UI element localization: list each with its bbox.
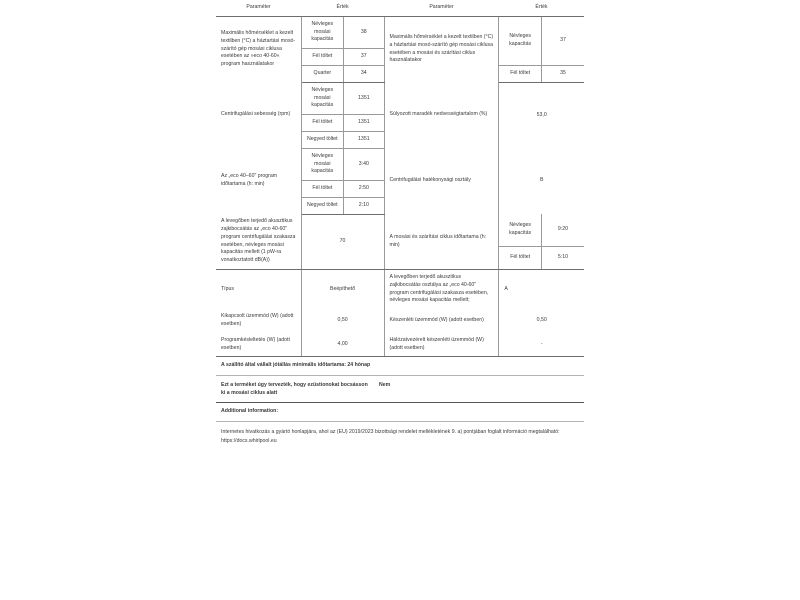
row2-left-sub-2: Negyed töltet: [301, 197, 344, 214]
row0-right-sub-1: Fél töltet: [499, 65, 542, 82]
row0-left-value-0: 38: [344, 16, 384, 48]
row2-left-value-2: 2:10: [344, 197, 384, 214]
row2-right-parameter: Centrifugálási hatékonysági osztály: [384, 148, 499, 214]
row1-right-parameter: Súlyozott maradék nedvességtartalom (%): [384, 82, 499, 148]
row3-left-value: 70: [301, 214, 384, 269]
table-row: [216, 309, 584, 333]
table-row: [216, 270, 584, 310]
row0-left-sub-1: Fél töltet: [301, 49, 344, 66]
row0-left-value-2: 34: [344, 65, 384, 82]
row6-left-value: 4,00: [301, 333, 384, 357]
silver-ion-label: Ezt a terméket úgy tervezték, hogy ezüstionokat bocsásson ki a mosási ciklus alatt: [221, 382, 368, 397]
row2-left-sub-1: Fél töltet: [301, 181, 344, 198]
row6-right-value: -: [499, 333, 584, 357]
table-row: [216, 333, 584, 357]
row3-right-parameter: A mosási és szárítási ciklus időtartama (h: min): [384, 214, 499, 269]
row2-right-value: B: [539, 177, 544, 184]
row6-right-parameter: Hálózatvezérelt készenléti üzemmód (W) (adott esetben): [384, 333, 499, 357]
manufacturer-website-note: Internetes hivatkozás a gyártó honlapjára, ahol az (EU) 2019/2023 bizottsági rendelet mellékletének 9. a) pontjában foglalt információ megtalálható: https://docs.whirlpool.eu: [221, 429, 560, 444]
warranty-statement: A szállító által vállalt jótállás minimális időtartama: 24 hónap: [221, 362, 371, 369]
row2-left-sub-0: Névleges mosási kapacitás: [301, 148, 344, 180]
row0-left-value-1: 37: [344, 49, 384, 66]
row0-left-parameter: Maximális hőmérséklet a kezelt textilben (°C) a háztartási mosó-szárító gép mosási ciklusa esetében az »eco 40-60« program használatakor: [216, 16, 301, 82]
row0-right-value-1: 35: [541, 65, 584, 82]
row5-left-value: 0,50: [301, 309, 384, 333]
row5-left-parameter: Kikapcsolt üzemmód (W) (adott esetben): [216, 309, 301, 333]
row0-right-parameter: Maximális hőmérséklet a kezelt textilben (°C) a háztartási mosó-szárító gép mosási ciklusa esetében a mosási és szárítási ciklus használatakor: [384, 16, 499, 82]
row2-left-value-0: 3:40: [344, 148, 384, 180]
row0-left-sub-2: Quarter: [301, 65, 344, 82]
silver-ion-table: [216, 376, 584, 402]
row2-left-value-1: 2:50: [344, 181, 384, 198]
row4-right-value: A: [504, 285, 508, 292]
row3-right-value-0: 9:20: [541, 214, 584, 247]
table-row: [216, 148, 584, 180]
row3-right-sub-0: Névleges kapacitás: [499, 214, 542, 247]
row5-right-parameter: Készenléti üzemmód (W) (adott esetben): [384, 309, 499, 333]
specification-table: [216, 0, 584, 357]
silver-ion-value: Nem: [379, 382, 391, 389]
row0-right-value-0: 37: [541, 16, 584, 65]
row6-left-parameter: Programkésleltetés (W) (adott esetben): [216, 333, 301, 357]
product-information-sheet: [216, 0, 584, 446]
row1-left-value-1: 1351: [344, 115, 384, 132]
header-value-right: Érték: [499, 0, 584, 16]
table-row: [216, 82, 584, 114]
header-parameter-left: Paraméter: [216, 0, 301, 16]
row1-left-parameter: Centrifugálási sebesség (rpm): [216, 82, 301, 148]
row1-left-value-2: 1351: [344, 131, 384, 148]
row4-left-value: Beépíthető: [301, 270, 384, 310]
row0-right-sub-0: Névleges kapacitás: [499, 16, 542, 65]
row4-right-parameter: A levegőben terjedő akusztikus zajkibocsátás osztálya az „eco 40-60" program centrifugálási szakasza esetében, névleges mosási kapacitás mellett;: [384, 270, 499, 310]
table-row: [216, 214, 584, 247]
row1-left-sub-1: Fél töltet: [301, 115, 344, 132]
table-header-row: [216, 0, 584, 16]
row3-right-sub-1: Fél töltet: [499, 247, 542, 270]
table-row: [216, 376, 584, 402]
row1-left-sub-0: Névleges mosási kapacitás: [301, 82, 344, 114]
row5-right-value: 0,50: [536, 317, 547, 324]
additional-information-heading: Additional information:: [221, 408, 279, 415]
header-parameter-right: Paraméter: [384, 0, 499, 16]
row1-left-sub-2: Negyed töltet: [301, 131, 344, 148]
row3-right-value-1: 5:10: [541, 247, 584, 270]
header-value-left: Érték: [301, 0, 384, 16]
row4-left-parameter: Típus: [216, 270, 301, 310]
row3-left-parameter: A levegőben terjedő akusztikus zajkibocsátás az „eco 40-60" program centrifugálási szakasza esetében, névleges mosási kapacitás mellett (1 pW-ra vonatkoztatott dB(A)): [216, 214, 301, 269]
row2-left-parameter: Az „eco 40–60" program időtartama (h: min): [216, 148, 301, 214]
row0-left-sub-0: Névleges mosási kapacitás: [301, 16, 344, 48]
table-row: [216, 16, 584, 48]
row1-right-value: 53,0: [536, 111, 547, 118]
row1-left-value-0: 1351: [344, 82, 384, 114]
